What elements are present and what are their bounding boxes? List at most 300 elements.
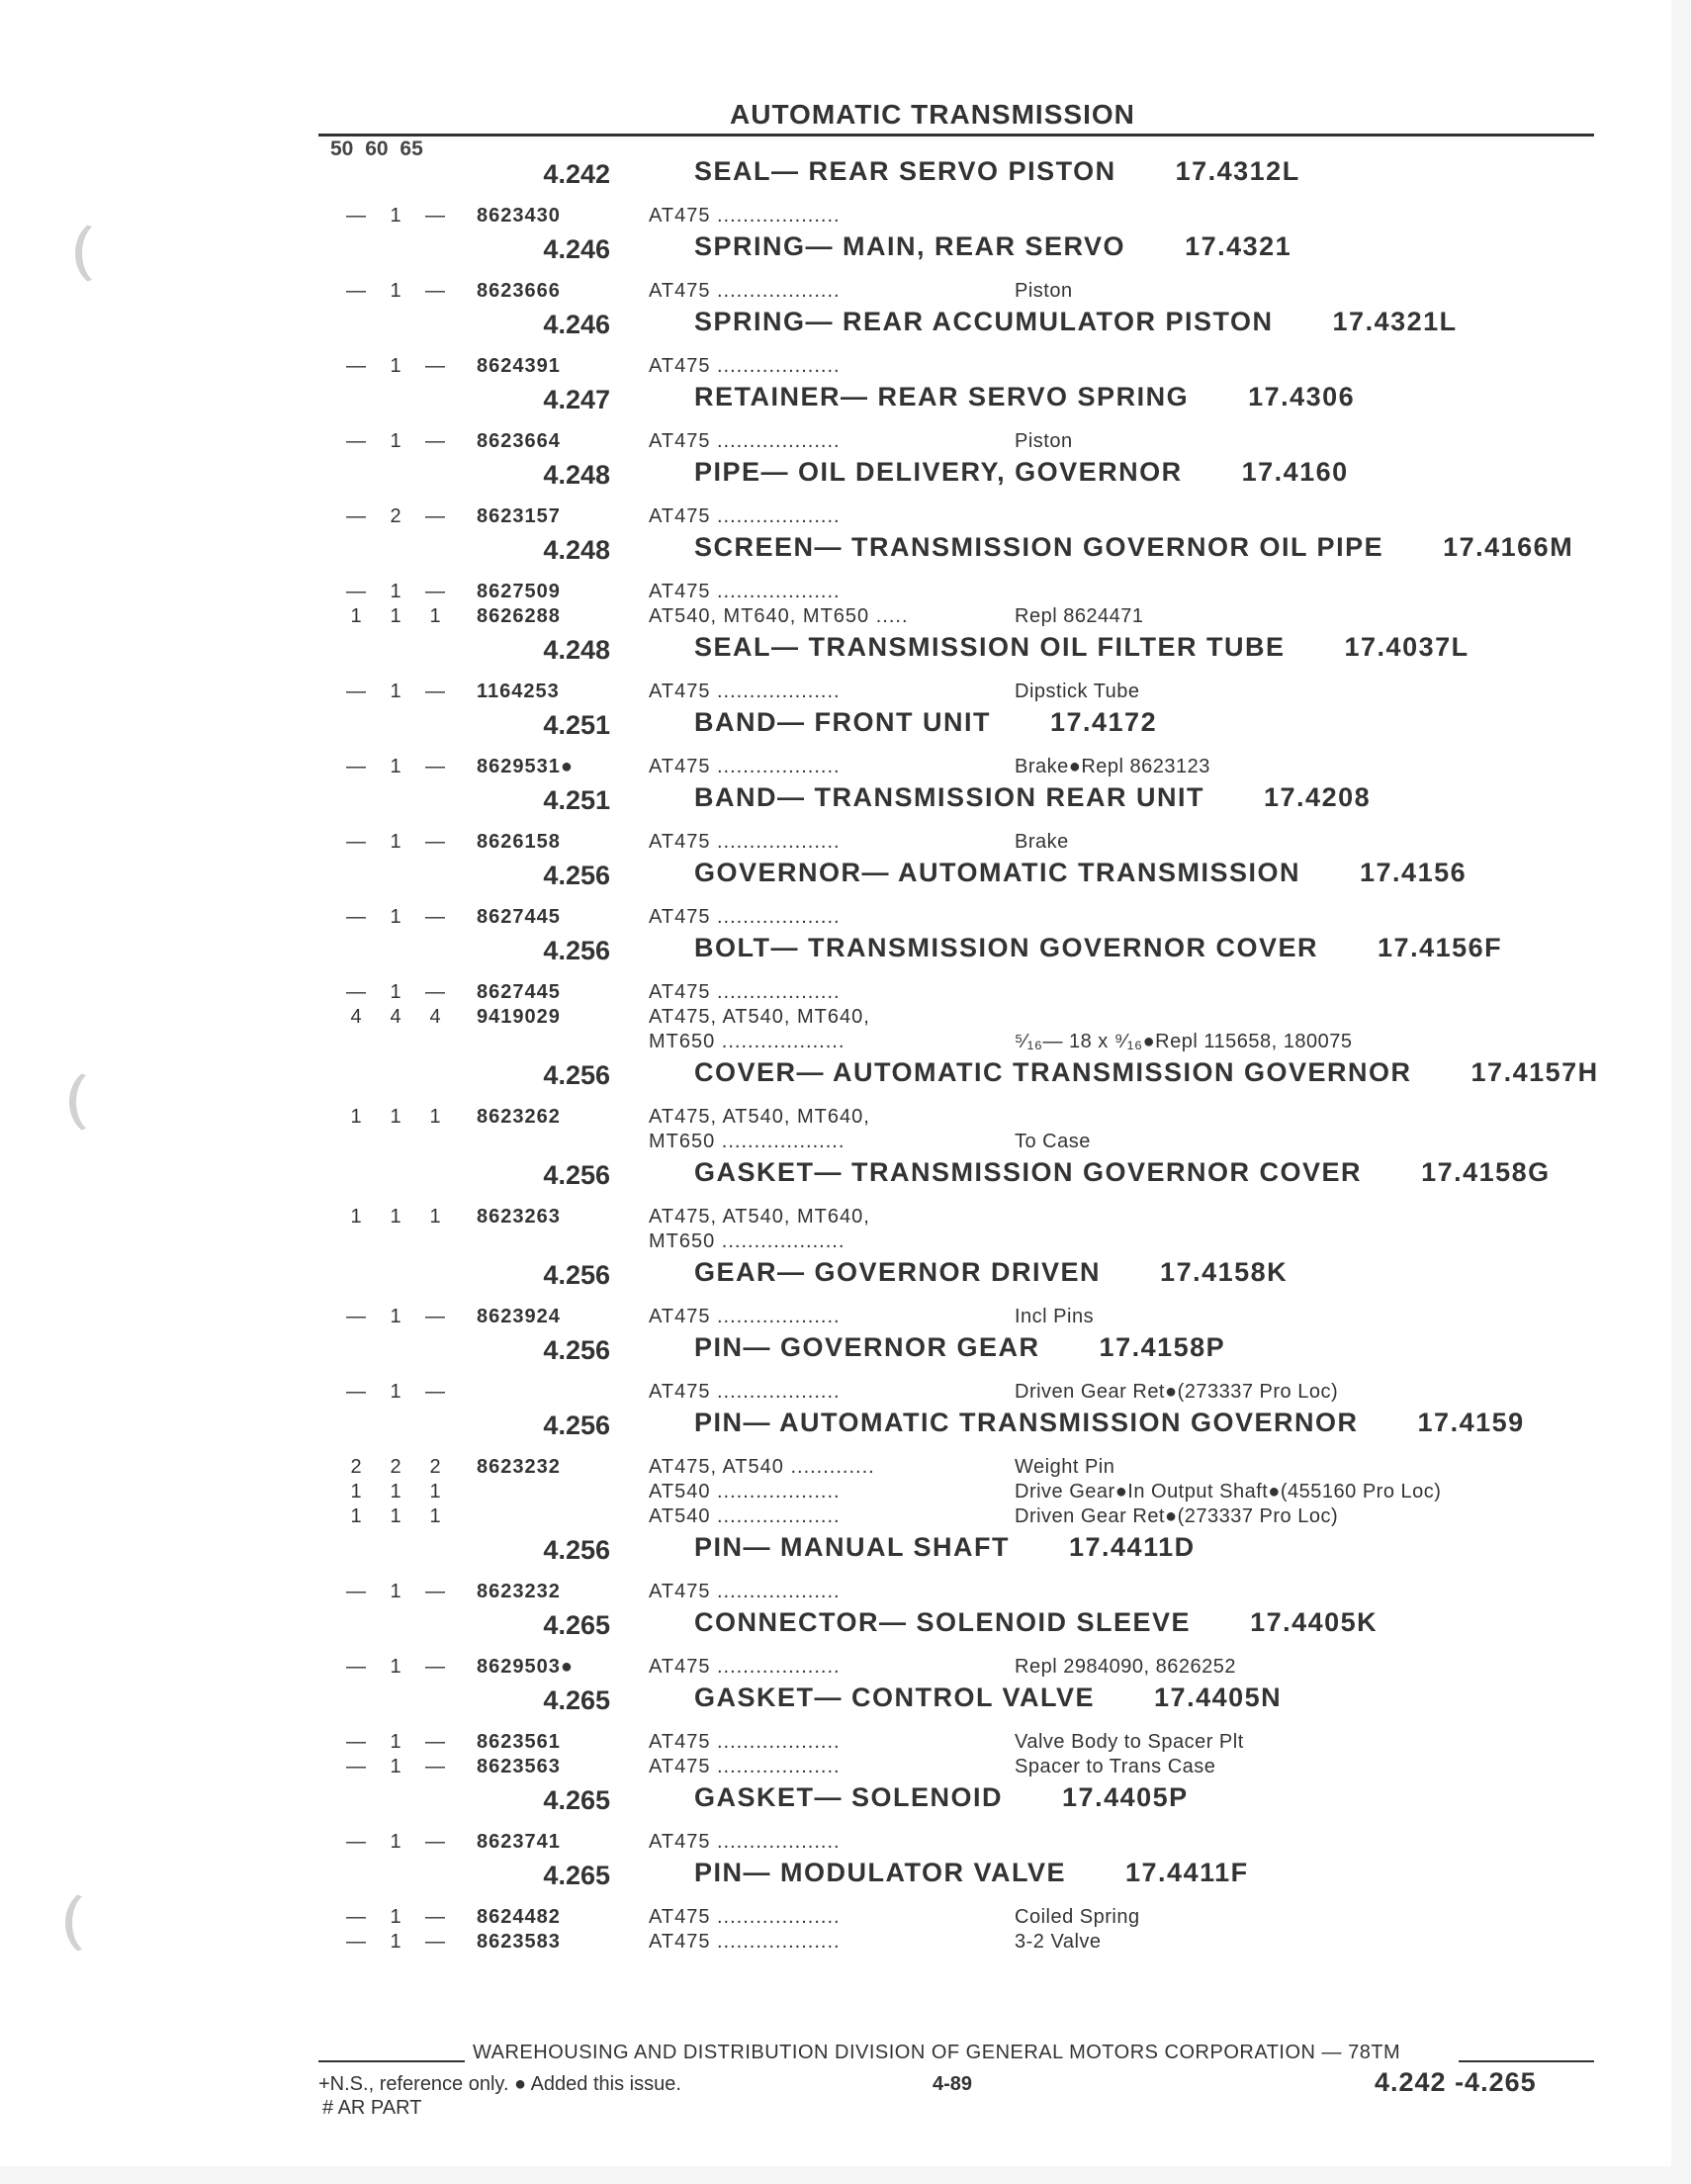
- figure-number: 4.265: [543, 1685, 610, 1715]
- part-entry: [0, 1680, 1671, 1779]
- part-header: [0, 930, 1671, 980]
- quantity-cell: —: [425, 906, 445, 928]
- part-header: [0, 1154, 1671, 1205]
- group-reference: 17.4312L: [1175, 156, 1300, 186]
- quantity-columns: [336, 1380, 455, 1405]
- model-applicability: AT475 ...................: [649, 681, 841, 702]
- part-title: [694, 1858, 1614, 1887]
- quantity-cell: —: [425, 981, 445, 1003]
- part-name: PIN— AUTOMATIC TRANSMISSION GOVERNOR: [694, 1408, 1359, 1437]
- model-applicability: AT475 ...................: [649, 1581, 841, 1602]
- quantity-columns: [336, 1229, 455, 1254]
- part-note: Weight Pin: [1015, 1456, 1115, 1478]
- quantity-cell: [415, 1229, 455, 1254]
- figure-number: 4.248: [543, 535, 610, 565]
- part-row: [0, 204, 1671, 228]
- quantity-columns: [336, 1305, 455, 1329]
- part-number: 1164253: [477, 681, 560, 702]
- part-name: BAND— TRANSMISSION REAR UNIT: [694, 782, 1205, 812]
- part-header: [0, 153, 1671, 204]
- part-row: [0, 1229, 1671, 1254]
- part-row: [0, 504, 1671, 529]
- part-row: [0, 1830, 1671, 1855]
- quantity-cell: 1: [390, 1756, 401, 1777]
- group-reference: 17.4159: [1417, 1408, 1525, 1437]
- part-note: Repl 8624471: [1015, 605, 1144, 627]
- part-entry: [0, 1529, 1671, 1604]
- part-entry: [0, 629, 1671, 704]
- group-reference: 17.4156F: [1378, 933, 1503, 962]
- part-row: [0, 1305, 1671, 1329]
- part-entry: [0, 153, 1671, 228]
- quantity-columns: [336, 1130, 455, 1154]
- footer-corporation: WAREHOUSING AND DISTRIBUTION DIVISION OF GENERAL MOTORS CORPORATION — 78TM: [473, 2042, 1401, 2063]
- model-applicability: AT475, AT540, MT640,: [649, 1206, 870, 1228]
- group-reference: 17.4411F: [1125, 1858, 1249, 1887]
- quantity-cell: 1: [390, 756, 401, 777]
- quantity-columns: [336, 1480, 455, 1504]
- quantity-cell: [336, 1229, 376, 1254]
- quantity-cell: 1: [390, 1906, 401, 1928]
- model-applicability: AT475 ...................: [649, 981, 841, 1003]
- part-note: 3-2 Valve: [1015, 1931, 1102, 1953]
- part-name: RETAINER— REAR SERVO SPRING: [694, 382, 1190, 411]
- quantity-cell: 1: [390, 1481, 401, 1502]
- quantity-columns: [336, 680, 455, 704]
- part-note: Piston: [1015, 280, 1073, 302]
- part-header: [0, 629, 1671, 680]
- model-applicability: AT475 ...................: [649, 1906, 841, 1928]
- quantity-cell: —: [425, 280, 445, 302]
- quantity-cell: —: [346, 1381, 366, 1403]
- part-entry: [0, 1254, 1671, 1329]
- part-name: SPRING— REAR ACCUMULATOR PISTON: [694, 307, 1274, 336]
- part-row: [0, 1105, 1671, 1130]
- part-name: BAND— FRONT UNIT: [694, 707, 991, 737]
- quantity-columns: [336, 1504, 455, 1529]
- quantity-cell: 1: [350, 1206, 362, 1228]
- quantity-columns: [336, 830, 455, 855]
- part-name: CONNECTOR— SOLENOID SLEEVE: [694, 1607, 1192, 1637]
- part-note: Drive Gear●In Output Shaft●(455160 Pro Loc): [1015, 1481, 1442, 1502]
- part-row: [0, 1580, 1671, 1604]
- part-title: [694, 382, 1614, 411]
- part-row: [0, 1730, 1671, 1755]
- quantity-cell: 2: [390, 1456, 401, 1478]
- part-title: [694, 156, 1614, 186]
- model-applicability: AT475 ...................: [649, 205, 841, 227]
- quantity-cell: 1: [390, 280, 401, 302]
- part-title: [694, 307, 1614, 336]
- quantity-columns: [336, 755, 455, 779]
- part-number: [477, 1504, 615, 1529]
- part-header: [0, 1779, 1671, 1830]
- group-reference: 17.4405K: [1250, 1607, 1379, 1637]
- model-applicability: MT650 ...................: [649, 1131, 846, 1152]
- part-row: [0, 580, 1671, 604]
- part-row: [0, 1504, 1671, 1529]
- group-reference: 17.4321: [1185, 231, 1292, 261]
- quantity-cell: 1: [429, 1481, 441, 1502]
- model-applicability: AT475 ...................: [649, 430, 841, 452]
- figure-number: 4.246: [543, 310, 610, 339]
- quantity-cell: —: [346, 1306, 366, 1327]
- part-entry: [0, 930, 1671, 1054]
- quantity-cell: —: [346, 280, 366, 302]
- figure-number: 4.256: [543, 1410, 610, 1440]
- group-reference: 17.4037L: [1344, 632, 1469, 662]
- quantity-cell: —: [346, 1931, 366, 1953]
- part-row: [0, 1380, 1671, 1405]
- part-name: COVER— AUTOMATIC TRANSMISSION GOVERNOR: [694, 1057, 1412, 1087]
- quantity-cell: 1: [390, 1731, 401, 1753]
- part-row: [0, 1005, 1671, 1030]
- part-note: To Case: [1015, 1131, 1091, 1152]
- part-title: [694, 1332, 1614, 1362]
- quantity-columns: [336, 1005, 455, 1030]
- quantity-cell: 4: [350, 1006, 362, 1028]
- part-header: [0, 1680, 1671, 1730]
- figure-number: 4.246: [543, 234, 610, 264]
- part-row: [0, 905, 1671, 930]
- part-number: 8623561: [477, 1731, 561, 1753]
- figure-number: 4.242: [543, 159, 610, 189]
- part-title: [694, 532, 1614, 562]
- figure-number: 4.248: [543, 460, 610, 490]
- model-applicability: AT475 ...................: [649, 355, 841, 377]
- part-number: 8623924: [477, 1306, 561, 1327]
- part-entry: [0, 454, 1671, 529]
- part-number: 8624482: [477, 1906, 561, 1928]
- group-reference: 17.4405P: [1062, 1782, 1189, 1812]
- figure-number: 4.251: [543, 710, 610, 740]
- part-note: Brake: [1015, 831, 1069, 853]
- part-entry: [0, 855, 1671, 930]
- part-header: [0, 304, 1671, 354]
- part-row: [0, 279, 1671, 304]
- quantity-cell: —: [346, 906, 366, 928]
- quantity-cell: 1: [390, 205, 401, 227]
- part-title: [694, 1532, 1614, 1562]
- model-applicability: AT475 ...................: [649, 1381, 841, 1403]
- part-number: 8624391: [477, 355, 561, 377]
- figure-number: 4.265: [543, 1785, 610, 1815]
- part-number: 8623664: [477, 430, 561, 452]
- quantity-columns: [336, 1580, 455, 1604]
- part-header: [0, 1054, 1671, 1105]
- group-reference: 17.4166M: [1443, 532, 1574, 562]
- group-reference: 17.4160: [1241, 457, 1349, 487]
- quantity-cell: 1: [429, 605, 441, 627]
- figure-number: 4.251: [543, 785, 610, 815]
- quantity-columns: [336, 604, 455, 629]
- part-title: [694, 1057, 1614, 1087]
- figure-number: 4.256: [543, 1260, 610, 1290]
- quantity-cell: —: [346, 756, 366, 777]
- quantity-columns: [336, 1930, 455, 1955]
- quantity-cell: 4: [429, 1006, 441, 1028]
- part-name: GASKET— TRANSMISSION GOVERNOR COVER: [694, 1157, 1363, 1187]
- model-applicability: AT475 ...................: [649, 1756, 841, 1777]
- part-entry: [0, 1329, 1671, 1405]
- quantity-cell: 1: [390, 1306, 401, 1327]
- part-name: SEAL— TRANSMISSION OIL FILTER TUBE: [694, 632, 1286, 662]
- part-note: Dipstick Tube: [1015, 681, 1140, 702]
- quantity-columns: [336, 204, 455, 228]
- quantity-columns: [336, 905, 455, 930]
- column-header: 50 60 65: [330, 137, 423, 160]
- group-reference: 17.4208: [1264, 782, 1372, 812]
- part-title: [694, 1257, 1614, 1287]
- part-row: [0, 429, 1671, 454]
- model-applicability: AT540 ...................: [649, 1481, 841, 1502]
- part-number: 8627445: [477, 981, 561, 1003]
- part-number: [477, 1229, 615, 1254]
- group-reference: 17.4306: [1248, 382, 1356, 411]
- model-applicability: AT475 ...................: [649, 756, 841, 777]
- model-applicability: AT540 ...................: [649, 1505, 841, 1527]
- part-name: SCREEN— TRANSMISSION GOVERNOR OIL PIPE: [694, 532, 1384, 562]
- quantity-cell: 1: [390, 605, 401, 627]
- part-entry: [0, 529, 1671, 629]
- quantity-cell: —: [425, 756, 445, 777]
- quantity-cell: 1: [390, 1106, 401, 1128]
- quantity-cell: 1: [390, 1206, 401, 1228]
- part-entry: [0, 1779, 1671, 1855]
- quantity-cell: —: [346, 355, 366, 377]
- part-header: [0, 454, 1671, 504]
- quantity-cell: —: [346, 581, 366, 602]
- part-number: 8629503●: [477, 1656, 574, 1678]
- quantity-cell: —: [346, 831, 366, 853]
- part-name: BOLT— TRANSMISSION GOVERNOR COVER: [694, 933, 1319, 962]
- quantity-columns: [336, 1455, 455, 1480]
- group-reference: 17.4172: [1049, 707, 1158, 737]
- figure-number: 4.256: [543, 936, 610, 965]
- quantity-cell: 1: [390, 581, 401, 602]
- part-entry: [0, 1054, 1671, 1154]
- quantity-cell: 1: [350, 1106, 362, 1128]
- quantity-cell: —: [346, 981, 366, 1003]
- figure-number: 4.256: [543, 1160, 610, 1190]
- part-header: [0, 228, 1671, 279]
- model-applicability: MT650 ...................: [649, 1031, 846, 1052]
- part-title: [694, 782, 1614, 812]
- quantity-cell: 1: [390, 906, 401, 928]
- quantity-cell: [415, 1130, 455, 1154]
- part-header: [0, 704, 1671, 755]
- part-name: SEAL— REAR SERVO PISTON: [694, 156, 1116, 186]
- part-header: [0, 1529, 1671, 1580]
- part-number: 8623232: [477, 1581, 561, 1602]
- part-header: [0, 779, 1671, 830]
- part-number: [477, 1130, 615, 1154]
- quantity-columns: [336, 1105, 455, 1130]
- quantity-cell: [376, 1030, 415, 1054]
- parts-list: [0, 153, 1671, 1955]
- part-name: GOVERNOR— AUTOMATIC TRANSMISSION: [694, 858, 1301, 887]
- quantity-columns: [336, 1830, 455, 1855]
- part-entry: [0, 1855, 1671, 1955]
- quantity-columns: [336, 1730, 455, 1755]
- quantity-cell: 1: [390, 1381, 401, 1403]
- quantity-cell: [376, 1229, 415, 1254]
- quantity-cell: —: [425, 681, 445, 702]
- quantity-cell: —: [425, 1581, 445, 1602]
- figure-number: 4.256: [543, 1535, 610, 1565]
- part-number: [477, 1380, 615, 1405]
- part-entry: [0, 379, 1671, 454]
- part-row: [0, 1205, 1671, 1229]
- quantity-cell: —: [425, 355, 445, 377]
- quantity-cell: [376, 1130, 415, 1154]
- model-applicability: AT475 ...................: [649, 1306, 841, 1327]
- model-applicability: AT475 ...................: [649, 581, 841, 602]
- part-header: [0, 1855, 1671, 1905]
- model-applicability: AT475 ...................: [649, 505, 841, 527]
- part-name: PIPE— OIL DELIVERY, GOVERNOR: [694, 457, 1183, 487]
- quantity-cell: —: [425, 1831, 445, 1853]
- model-applicability: AT475, AT540, MT640,: [649, 1106, 870, 1128]
- quantity-cell: —: [346, 1581, 366, 1602]
- part-name: GASKET— CONTROL VALVE: [694, 1683, 1096, 1712]
- quantity-cell: —: [425, 831, 445, 853]
- model-applicability: AT475, AT540 .............: [649, 1456, 875, 1478]
- part-note: Valve Body to Spacer Plt: [1015, 1731, 1244, 1753]
- quantity-cell: 1: [390, 681, 401, 702]
- part-row: [0, 1905, 1671, 1930]
- quantity-cell: 1: [429, 1106, 441, 1128]
- quantity-cell: —: [425, 1756, 445, 1777]
- quantity-cell: —: [425, 1306, 445, 1327]
- figure-range: 4.242 -4.265: [1375, 2067, 1537, 2097]
- page-title: AUTOMATIC TRANSMISSION: [730, 99, 1135, 130]
- quantity-cell: 2: [390, 505, 401, 527]
- part-number: 8623263: [477, 1206, 561, 1228]
- quantity-columns: [336, 1755, 455, 1779]
- part-header: [0, 379, 1671, 429]
- part-name: PIN— MODULATOR VALVE: [694, 1858, 1067, 1887]
- part-title: [694, 457, 1614, 487]
- part-number: 8626288: [477, 605, 561, 627]
- quantity-cell: 2: [350, 1456, 362, 1478]
- ar-part-legend: # AR PART: [322, 2097, 422, 2119]
- page-number: 4-89: [933, 2073, 973, 2095]
- part-title: [694, 707, 1614, 737]
- part-number: 8627445: [477, 906, 561, 928]
- part-note: Coiled Spring: [1015, 1906, 1140, 1928]
- figure-number: 4.265: [543, 1861, 610, 1890]
- part-note: Piston: [1015, 430, 1073, 452]
- part-number: 8623430: [477, 205, 561, 227]
- quantity-cell: 1: [390, 831, 401, 853]
- part-note: Driven Gear Ret●(273337 Pro Loc): [1015, 1505, 1339, 1527]
- header-rule: [318, 134, 1594, 136]
- model-applicability: MT650 ...................: [649, 1230, 846, 1252]
- part-name: PIN— GOVERNOR GEAR: [694, 1332, 1040, 1362]
- part-entry: [0, 228, 1671, 304]
- figure-number: 4.265: [543, 1610, 610, 1640]
- quantity-columns: [336, 504, 455, 529]
- quantity-cell: —: [425, 1931, 445, 1953]
- group-reference: 17.4405N: [1154, 1683, 1283, 1712]
- quantity-cell: 1: [390, 1831, 401, 1853]
- quantity-cell: —: [346, 1831, 366, 1853]
- part-header: [0, 529, 1671, 580]
- part-row: [0, 980, 1671, 1005]
- part-entry: [0, 1604, 1671, 1680]
- quantity-cell: [415, 1030, 455, 1054]
- figure-number: 4.256: [543, 1335, 610, 1365]
- part-name: SPRING— MAIN, REAR SERVO: [694, 231, 1126, 261]
- part-number: 8623583: [477, 1931, 561, 1953]
- quantity-cell: 2: [429, 1456, 441, 1478]
- part-title: [694, 1782, 1614, 1812]
- quantity-cell: 1: [350, 605, 362, 627]
- quantity-cell: —: [346, 430, 366, 452]
- quantity-cell: 1: [390, 1581, 401, 1602]
- part-number: 8629531●: [477, 756, 574, 777]
- group-reference: 17.4158K: [1160, 1257, 1289, 1287]
- part-row: [0, 755, 1671, 779]
- model-applicability: AT475 ...................: [649, 831, 841, 853]
- part-title: [694, 231, 1614, 261]
- part-number: 8623666: [477, 280, 561, 302]
- model-applicability: AT475 ...................: [649, 1931, 841, 1953]
- model-applicability: AT475 ...................: [649, 1831, 841, 1853]
- part-row: [0, 354, 1671, 379]
- figure-number: 4.248: [543, 635, 610, 665]
- part-row: [0, 1755, 1671, 1779]
- part-row: [0, 1030, 1671, 1054]
- quantity-columns: [336, 1205, 455, 1229]
- part-title: [694, 632, 1614, 662]
- part-number: 8623262: [477, 1106, 561, 1128]
- quantity-cell: —: [425, 1656, 445, 1678]
- quantity-cell: 1: [390, 1656, 401, 1678]
- part-name: GEAR— GOVERNOR DRIVEN: [694, 1257, 1102, 1287]
- part-title: [694, 858, 1614, 887]
- model-applicability: AT475, AT540, MT640,: [649, 1006, 870, 1028]
- quantity-cell: 1: [390, 1931, 401, 1953]
- quantity-cell: 1: [350, 1481, 362, 1502]
- part-note: ⁵⁄₁₆— 18 x ⁹⁄₁₆●Repl 115658, 180075: [1015, 1031, 1353, 1052]
- part-number: 8627509: [477, 581, 561, 602]
- part-title: [694, 933, 1614, 962]
- quantity-columns: [336, 1655, 455, 1680]
- part-number: 8623741: [477, 1831, 561, 1853]
- part-number: 8623563: [477, 1756, 561, 1777]
- quantity-cell: —: [425, 205, 445, 227]
- group-reference: 17.4157H: [1470, 1057, 1599, 1087]
- part-number: 9419029: [477, 1006, 561, 1028]
- group-reference: 17.4321L: [1332, 307, 1458, 336]
- part-entry: [0, 704, 1671, 779]
- quantity-cell: 4: [390, 1006, 401, 1028]
- model-applicability: AT475 ...................: [649, 1656, 841, 1678]
- group-reference: 17.4158P: [1099, 1332, 1226, 1362]
- part-header: [0, 1604, 1671, 1655]
- part-row: [0, 1480, 1671, 1504]
- quantity-cell: [336, 1030, 376, 1054]
- quantity-cell: —: [346, 1731, 366, 1753]
- figure-number: 4.256: [543, 1060, 610, 1090]
- part-row: [0, 1455, 1671, 1480]
- quantity-cell: —: [425, 505, 445, 527]
- quantity-cell: —: [425, 581, 445, 602]
- quantity-columns: [336, 1905, 455, 1930]
- quantity-cell: 1: [390, 981, 401, 1003]
